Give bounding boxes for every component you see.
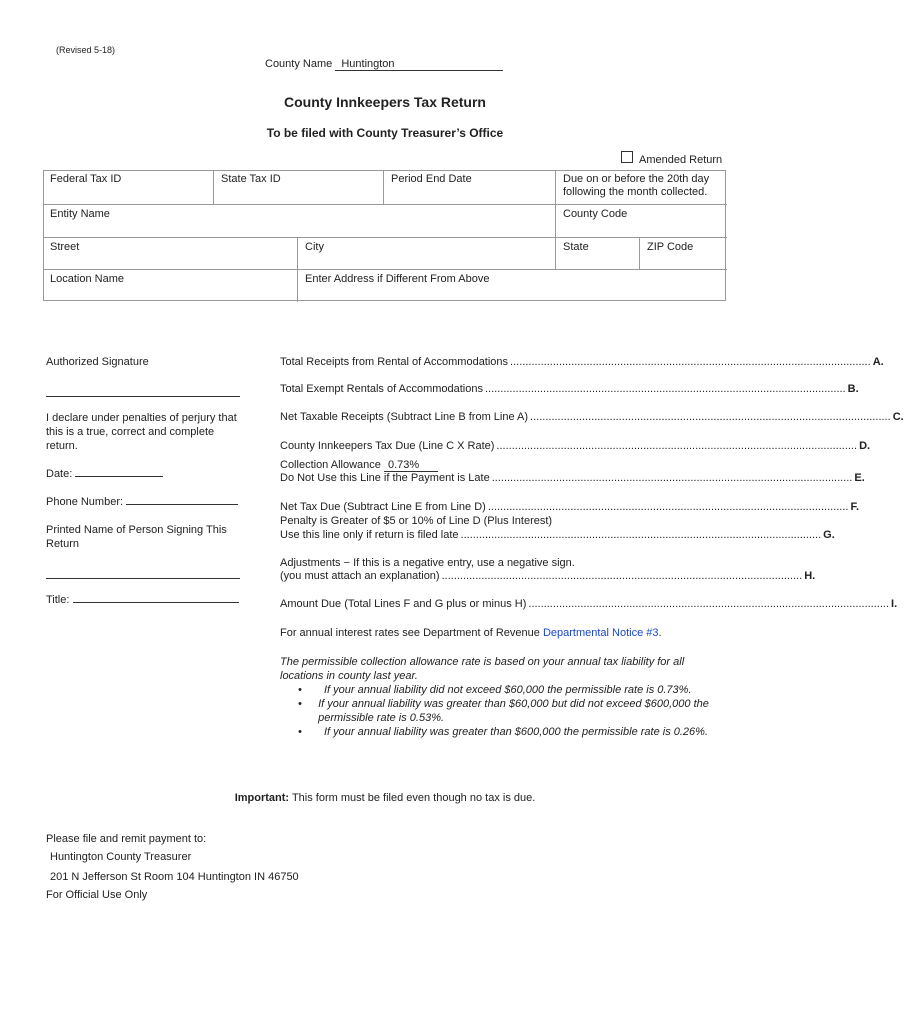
line-row-d [280,440,871,452]
departmental-notice-link[interactable]: Departmental Notice #3 [542,627,659,639]
line-row-g [280,529,835,541]
phone-label: Phone Number: [46,496,124,508]
dot-leader: ...................................................................................................................... [487,501,849,513]
amended-checkbox[interactable] [621,151,633,163]
penalty-note: Penalty is Greater of $5 or 10% of Line D (Plus Interest) [280,515,553,527]
city-label: City [305,241,324,253]
authorized-signature-label: Authorized Signature [46,356,149,368]
collection-rate-field[interactable] [384,459,438,472]
title-row [46,594,239,606]
revision-note: (Revised 5-18) [56,45,116,55]
state-field[interactable] [555,237,639,269]
printed-name-line[interactable] [46,578,240,579]
allowance-bullet-1: • If your annual liability did not exceed $60,000 the permissible rate is 0.73%. [298,684,692,696]
collection-rate-value: 0.73% [387,459,420,471]
dot-leader: ...................................................................................................................... [528,598,890,610]
state-label: State [563,241,589,253]
line-letter: H. [804,570,816,582]
allowance-bullet-3: • If your annual liability was greater than $600,000 the permissible rate is 0.26%. [298,726,708,738]
interest-note [280,627,662,639]
allowance-bullet-text: If your annual liability did not exceed $60,000 the permissible rate is 0.73%. [324,684,692,696]
county-name-field[interactable] [335,58,503,71]
line-description: Net Tax Due (Subtract Line E from Line D) [280,501,486,513]
remit-address: 201 N Jefferson St Room 104 Huntington IN 46750 [50,871,299,883]
dot-leader: ...................................................................................................................... [491,472,853,484]
period-end-date-label: Period End Date [391,173,472,185]
dot-leader: ...................................................................................................................... [441,570,803,582]
line-description: County Innkeepers Tax Due (Line C X Rate) [280,440,495,452]
allowance-intro: The permissible collection allowance rate is based on your annual tax liability for all locations in county last year. [280,656,685,682]
date-label: Date: [46,468,73,480]
line-row-b [280,383,859,395]
period-end-date-field[interactable] [383,170,555,204]
line-letter: A. [872,356,884,368]
state-tax-id-field[interactable] [213,170,383,204]
allowance-bullet-2: • If your annual liability was greater than $60,000 but did not exceed $600,000 the permissible rate is 0.53%. [280,697,720,725]
due-note-cell [555,170,727,204]
line-description: Net Taxable Receipts (Subtract Line B from Line A) [280,411,529,423]
dot-leader: ...................................................................................................................... [510,356,871,368]
phone-row [46,496,238,508]
location-name-label: Location Name [50,273,124,285]
state-tax-id-label: State Tax ID [221,173,281,185]
important-note [0,792,770,804]
street-label: Street [50,241,80,253]
zip-field[interactable] [639,237,727,269]
page-title: County Innkeepers Tax Return [283,94,486,110]
line-row-i [280,598,898,610]
entity-name-field[interactable] [43,204,555,237]
amended-label: Amended Return [639,154,723,166]
dot-leader: ...................................................................................................................... [496,440,858,452]
line-description: (you must attach an explanation) [280,570,440,582]
allowance-bullet-text: If your annual liability was greater than $600,000 the permissible rate is 0.26%. [324,726,708,738]
county-code-field[interactable] [555,204,727,237]
line-row-e [280,472,865,484]
perjury-declaration: I declare under penalties of perjury that this is a true, correct and complete return. [46,412,237,452]
line-description: Do Not Use this Line if the Payment is Late [280,472,490,484]
taxpayer-info-grid [43,170,726,301]
line-letter: G. [823,529,835,541]
remit-heading: Please file and remit payment to: [46,833,207,845]
line-description: Amount Due (Total Lines F and G plus or minus H) [280,598,527,610]
county-code-label: County Code [563,208,628,220]
title-field[interactable] [73,602,239,603]
line-letter: D. [859,440,871,452]
location-name-field[interactable] [43,269,297,302]
line-letter: F. [850,501,860,513]
title-label: Title: [46,594,70,606]
dot-leader: ...................................................................................................................... [530,411,891,423]
city-field[interactable] [297,237,555,269]
line-letter: B. [847,383,859,395]
federal-tax-id-label: Federal Tax ID [50,173,122,185]
line-description: Use this line only if return is filed late [280,529,459,541]
line-letter: E. [854,472,865,484]
line-description: Total Exempt Rentals of Accommodations [280,383,483,395]
line-row-h [280,570,816,582]
zip-label: ZIP Code [647,241,694,253]
signature-line[interactable] [46,396,240,397]
line-row-f [280,501,860,513]
phone-field[interactable] [126,504,238,505]
federal-tax-id-field[interactable] [43,170,213,204]
collection-allowance-label: Collection Allowance [280,459,381,471]
alt-address-label: Enter Address if Different From Above [305,273,490,285]
line-row-a [280,356,884,368]
entity-name-label: Entity Name [50,208,110,220]
remit-name: Huntington County Treasurer [50,851,192,863]
line-row-c [280,411,904,423]
printed-name-label: Printed Name of Person Signing This Return [46,524,227,550]
due-note: Due on or before the 20th day following the month collected. [563,173,710,198]
interest-text: For annual interest rates see Department of Revenue [280,627,540,639]
line-letter: I. [891,598,898,610]
street-field[interactable] [43,237,297,269]
collection-allowance-row [280,459,438,472]
county-name-row [265,58,503,71]
adjustments-note: Adjustments − If this is a negative entry, use a negative sign. [280,557,575,569]
county-name-label: County Name [265,58,333,70]
date-field[interactable] [75,476,163,477]
allowance-info [280,655,720,739]
county-name-value: Huntington [341,58,395,70]
line-letter: C. [892,411,904,423]
page-subtitle: To be filed with County Treasurer’s Office [266,126,504,140]
dot-leader: ...................................................................................................................... [460,529,822,541]
line-description: Total Receipts from Rental of Accommodations [280,356,509,368]
important-label: Important: [234,792,290,804]
allowance-bullet-text: If your annual liability was greater than $60,000 but did not exceed $600,000 the permissible rate is 0.53%. [318,698,709,724]
important-text: This form must be filed even though no tax is due. [291,792,536,804]
dot-leader: ...................................................................................................................... [484,383,846,395]
official-use-label: For Official Use Only [46,889,148,901]
interest-end: . [658,627,662,639]
date-row [46,468,163,480]
alt-address-field[interactable] [297,269,727,302]
